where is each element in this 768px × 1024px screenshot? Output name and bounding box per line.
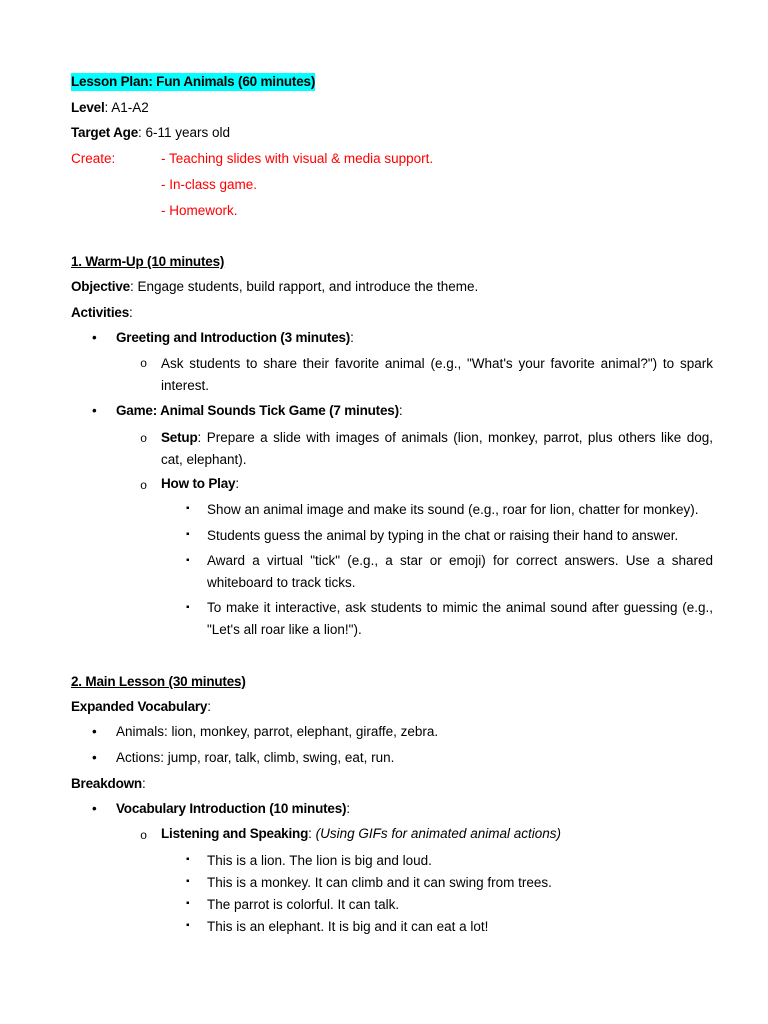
activities-label: Activities	[71, 305, 130, 320]
square-bullet-icon: ▪	[186, 503, 190, 514]
bullet-icon: •	[92, 330, 97, 345]
vocab-intro-line	[116, 800, 350, 818]
square-bullet-icon: ▪	[186, 898, 190, 909]
target-age-value: : 6-11 years old	[138, 125, 231, 140]
breakdown-label: Breakdown	[71, 776, 142, 791]
level-value: : A1-A2	[104, 100, 149, 115]
greeting-colon: :	[350, 330, 354, 345]
document-title: Lesson Plan: Fun Animals (60 minutes)	[71, 74, 316, 89]
howto-line	[161, 475, 239, 493]
sub-bullet-icon: o	[140, 829, 148, 843]
step-item: To make it interactive, ask students to mimic the animal sound after guessing (e.g., "Let's all roar like a lion!").	[207, 600, 713, 637]
step-item: Award a virtual "tick" (e.g., a star or emoji) for correct answers. Use a shared whiteboard to track ticks.	[207, 553, 713, 590]
listening-note: (Using GIFs for animated animal actions)	[315, 826, 561, 841]
square-bullet-icon: ▪	[186, 854, 190, 865]
sub-bullet-icon: o	[140, 357, 148, 371]
square-bullet-icon: ▪	[186, 602, 190, 613]
create-label: Create:	[71, 151, 116, 166]
bullet-icon: •	[92, 724, 97, 739]
section-heading-warmup: 1. Warm-Up (10 minutes)	[71, 254, 225, 269]
objective-text: : Engage students, build rapport, and introduce the theme.	[129, 279, 479, 294]
setup-label: Setup	[161, 430, 198, 445]
activities-line	[71, 304, 133, 322]
vocab-line	[71, 698, 211, 716]
square-bullet-icon: ▪	[186, 920, 190, 931]
howto-label: How to Play	[161, 476, 236, 491]
activities-colon: :	[129, 305, 133, 320]
setup-text: : Prepare a slide with images of animals (lion, monkey, parrot, plus others like dog, cat, elephant).	[161, 430, 713, 467]
level-label: Level	[71, 100, 105, 115]
breakdown-line	[71, 775, 146, 793]
square-bullet-icon: ▪	[186, 529, 190, 540]
game-label: Game: Animal Sounds Tick Game (7 minutes)	[116, 403, 399, 418]
target-age-label: Target Age	[71, 125, 139, 140]
vocab-item: Animals: lion, monkey, parrot, elephant, giraffe, zebra.	[116, 724, 439, 739]
vocab-intro-colon: :	[346, 801, 351, 816]
listening-label: Listening and Speaking	[161, 826, 309, 841]
bullet-icon: •	[92, 801, 97, 816]
game-line	[116, 402, 403, 420]
game-colon: :	[398, 403, 403, 418]
create-item: - Homework.	[161, 203, 238, 218]
sentence-item: This is a lion. The lion is big and loud.	[207, 853, 432, 868]
listening-line	[161, 825, 561, 843]
section-heading-main: 2. Main Lesson (30 minutes)	[71, 674, 246, 689]
square-bullet-icon: ▪	[186, 876, 190, 887]
breakdown-colon: :	[141, 776, 146, 791]
bullet-icon: •	[92, 403, 97, 418]
objective-label: Objective	[71, 279, 130, 294]
sub-bullet-icon: o	[140, 479, 148, 493]
setup-text-block	[161, 427, 713, 470]
step-item: Students guess the animal by typing in the chat or raising their hand to answer.	[207, 528, 679, 543]
vocab-intro-label: Vocabulary Introduction (10 minutes)	[116, 801, 347, 816]
greeting-text: Ask students to share their favorite animal (e.g., "What's your favorite animal?") to spark interest.	[161, 356, 713, 393]
howto-colon: :	[235, 476, 240, 491]
step-item: Show an animal image and make its sound (e.g., roar for lion, chatter for monkey).	[207, 502, 699, 517]
vocab-label: Expanded Vocabulary	[71, 699, 208, 714]
vocab-item: Actions: jump, roar, talk, climb, swing, eat, run.	[116, 750, 395, 765]
greeting-label: Greeting and Introduction (3 minutes)	[116, 330, 351, 345]
bullet-icon: •	[92, 750, 97, 765]
sub-bullet-icon: o	[140, 432, 148, 446]
target-age-line	[71, 124, 230, 142]
sentence-item: The parrot is colorful. It can talk.	[207, 897, 400, 912]
sentence-item: This is an elephant. It is big and it can eat a lot!	[207, 919, 489, 934]
listening-colon: :	[308, 826, 316, 841]
create-item: - In-class game.	[161, 177, 258, 192]
vocab-colon: :	[207, 699, 212, 714]
create-item: - Teaching slides with visual & media support.	[161, 151, 434, 166]
objective-line	[71, 278, 478, 296]
square-bullet-icon: ▪	[186, 555, 190, 566]
level-line	[71, 99, 149, 117]
greeting-line	[116, 329, 354, 347]
sentence-item: This is a monkey. It can climb and it can swing from trees.	[207, 875, 552, 890]
